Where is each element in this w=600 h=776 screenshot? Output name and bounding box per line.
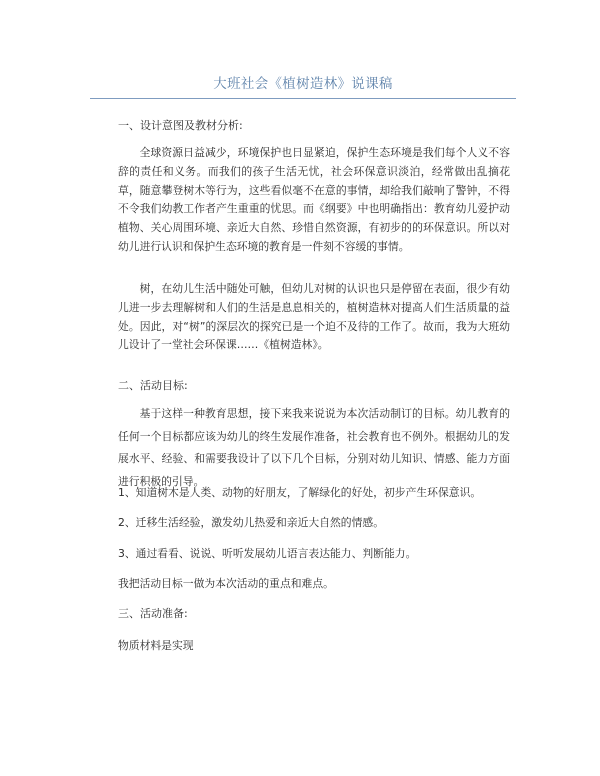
- paragraph-objectives-intro: 基于这样一种教育思想，接下来我来说说为本次活动制订的目标。幼儿教育的任何一个目标都应该为幼儿的终生发展作准备，社会教育也不例外。根据幼儿的发展水平、经验、和需要我设计了以下几个目标，分别对幼儿知识、情感、能力方面进行积极的引导。: [118, 407, 510, 488]
- objective-item-1: 1、知道树木是人类、动物的好朋友，了解绿化的好处，初步产生环保意识。: [118, 486, 482, 499]
- objective-item-2: 2、迁移生活经验，激发幼儿热爱和亲近大自然的情感。: [118, 516, 384, 529]
- objectives-closing: 我把活动目标一做为本次活动的重点和难点。: [118, 577, 334, 590]
- paragraph-design-intent-1: 全球资源日益减少，环境保护也日显紧迫，保护生态环境是我们每个人义不容辞的责任和义务。而我们的孩子生活无忧，社会环保意识淡泊，经常做出乱摘花草，随意攀登树木等行为，这些看似毫不在意的事情，却给我们敲响了警钟，不得不令我们幼教工作者产生重重的忧思。而《纲要》中也明确指出：教育幼儿爱护动植物、关心周围环境、亲近大自然、珍惜自然资源，有初步的的环保意识。所以对幼儿进行认识和保护生态环境的教育是一件刻不容缓的事情。: [118, 146, 510, 253]
- preparation-line-1: 物质材料是实现: [118, 639, 194, 652]
- section-heading-objectives: 二、活动目标:: [118, 379, 188, 392]
- paragraph-design-intent-2: 树，在幼儿生活中随处可触，但幼儿对树的认识也只是停留在表面，很少有幼儿进一步去理解树和人们的生活是息息相关的，植树造林对提高人们生活质量的益处。因此，对“树”的深层次的探究已是一个迫不及待的工作了。故而，我为大班幼儿设计了一堂社会环保课……《植树造林》。: [118, 282, 510, 352]
- section-heading-design-intent: 一、设计意图及教材分析:: [118, 119, 243, 132]
- section-heading-preparation: 三、活动准备:: [118, 607, 188, 620]
- objective-item-3: 3、通过看看、说说、听听发展幼儿语言表达能力、判断能力。: [118, 547, 417, 560]
- title-divider: [90, 98, 516, 99]
- document-title: 大班社会《植树造林》说课稿: [213, 76, 393, 92]
